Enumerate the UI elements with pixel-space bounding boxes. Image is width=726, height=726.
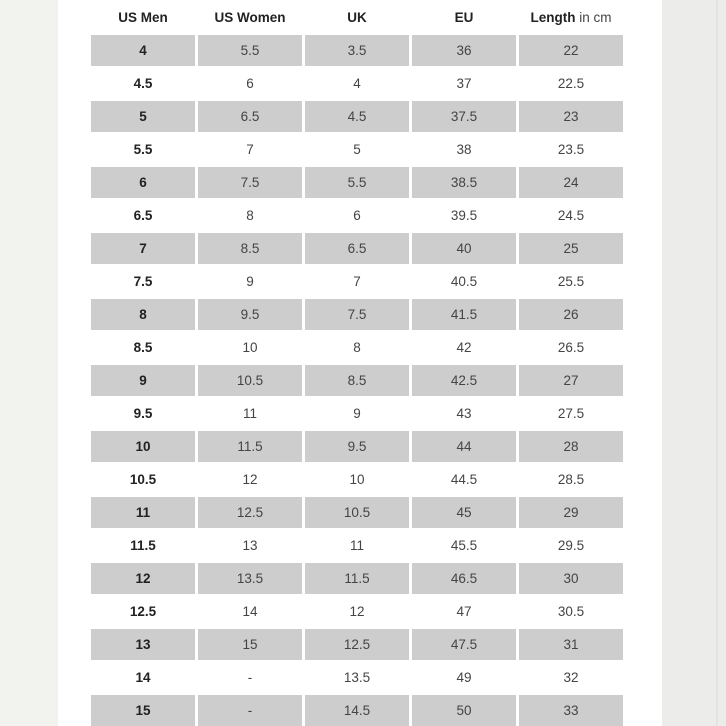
cell-length: 30 (519, 563, 623, 594)
cell-eu: 47.5 (412, 629, 516, 660)
cell-us-women: 13 (242, 538, 258, 553)
cell-length: 25 (519, 233, 623, 264)
cell-us-women: 10 (242, 340, 258, 355)
cell-us-men: 9.5 (133, 406, 153, 421)
cell-us-women: 12.5 (198, 497, 302, 528)
cell-us-men: 6 (91, 167, 195, 198)
cell-us-women: - (198, 695, 302, 726)
cell-length: 22 (519, 35, 623, 66)
table-row (91, 167, 623, 198)
cell-uk: 9.5 (305, 431, 409, 462)
table-row (91, 266, 623, 297)
cell-uk: 8.5 (305, 365, 409, 396)
cell-uk: 6 (353, 208, 361, 223)
cell-eu: 38 (456, 142, 472, 157)
cell-length: 29.5 (557, 538, 585, 553)
cell-length: 28.5 (557, 472, 585, 487)
cell-eu: 36 (412, 35, 516, 66)
table-row (91, 398, 623, 429)
cell-length: 33 (519, 695, 623, 726)
cell-uk: 5 (353, 142, 361, 157)
cell-uk: 9 (353, 406, 361, 421)
cell-eu: 42 (456, 340, 472, 355)
cell-length: 24 (519, 167, 623, 198)
cell-length: 23.5 (557, 142, 585, 157)
cell-uk: 11 (349, 538, 364, 553)
cell-us-men: 13 (91, 629, 195, 660)
cell-uk: 5.5 (305, 167, 409, 198)
table-row (91, 662, 623, 693)
cell-uk: 6.5 (305, 233, 409, 264)
table-row (91, 464, 623, 495)
cell-length: 29 (519, 497, 623, 528)
cell-us-men: 4.5 (133, 76, 153, 91)
cell-uk: 12 (349, 604, 365, 619)
cell-us-women: 7.5 (198, 167, 302, 198)
cell-uk: 3.5 (305, 35, 409, 66)
cell-us-men: 8 (91, 299, 195, 330)
cell-eu: 37 (456, 76, 472, 91)
table-row (91, 332, 623, 363)
cell-length: 26 (519, 299, 623, 330)
cell-eu: 40 (412, 233, 516, 264)
table-row (91, 200, 623, 231)
header-us-women: US Women (214, 10, 286, 25)
cell-eu: 42.5 (412, 365, 516, 396)
cell-length: 32 (563, 670, 579, 685)
cell-us-men: 10.5 (129, 472, 157, 487)
table-row (91, 596, 623, 627)
cell-us-men: 5 (91, 101, 195, 132)
cell-us-men: 12.5 (129, 604, 157, 619)
header-us-men: US Men (118, 10, 168, 25)
cell-length: 28 (519, 431, 623, 462)
table-body (91, 35, 623, 726)
cell-eu: 41.5 (412, 299, 516, 330)
table-row (91, 563, 623, 594)
cell-uk: 4 (353, 76, 361, 91)
cell-us-men: 7.5 (133, 274, 153, 289)
cell-us-men: 15 (91, 695, 195, 726)
cell-length: 25.5 (557, 274, 585, 289)
cell-us-women: 6 (246, 76, 254, 91)
cell-us-men: 11 (91, 497, 195, 528)
cell-us-women: 13.5 (198, 563, 302, 594)
table-row (91, 497, 623, 528)
table-row (91, 101, 623, 132)
cell-us-women: 11 (242, 406, 257, 421)
cell-eu: 45.5 (450, 538, 478, 553)
cell-us-women: 9 (246, 274, 254, 289)
adjacent-page-divider (716, 0, 718, 726)
cell-us-women: 10.5 (198, 365, 302, 396)
cell-us-women: - (247, 670, 253, 685)
table-row (91, 68, 623, 99)
cell-us-women: 5.5 (198, 35, 302, 66)
cell-uk: 8 (353, 340, 361, 355)
table-header-row (91, 2, 623, 33)
cell-us-men: 6.5 (133, 208, 153, 223)
shoe-size-conversion-table (88, 0, 626, 726)
cell-length: 30.5 (557, 604, 585, 619)
cell-eu: 44.5 (450, 472, 478, 487)
cell-eu: 37.5 (412, 101, 516, 132)
table-row (91, 431, 623, 462)
cell-us-men: 7 (91, 233, 195, 264)
cell-uk: 7 (353, 274, 361, 289)
cell-us-men: 4 (91, 35, 195, 66)
table-row (91, 35, 623, 66)
cell-eu: 40.5 (450, 274, 478, 289)
cell-length: 27 (519, 365, 623, 396)
cell-eu: 44 (412, 431, 516, 462)
cell-us-men: 5.5 (133, 142, 153, 157)
cell-uk: 14.5 (305, 695, 409, 726)
cell-uk: 11.5 (305, 563, 409, 594)
size-chart-panel (58, 0, 662, 726)
cell-length: 24.5 (557, 208, 585, 223)
table-row (91, 695, 623, 726)
cell-uk: 10 (349, 472, 365, 487)
cell-us-women: 8 (246, 208, 254, 223)
cell-eu: 46.5 (412, 563, 516, 594)
cell-us-women: 12 (242, 472, 258, 487)
cell-eu: 50 (412, 695, 516, 726)
cell-length: 31 (519, 629, 623, 660)
cell-us-men: 10 (91, 431, 195, 462)
cell-us-men: 12 (91, 563, 195, 594)
cell-us-women: 15 (198, 629, 302, 660)
cell-us-women: 11.5 (198, 431, 302, 462)
header-length: Length in cm (530, 10, 612, 25)
cell-uk: 10.5 (305, 497, 409, 528)
cell-eu: 43 (456, 406, 472, 421)
cell-us-men: 11.5 (130, 538, 156, 553)
cell-us-women: 9.5 (198, 299, 302, 330)
table-row (91, 233, 623, 264)
header-uk: UK (347, 10, 367, 25)
table-row (91, 134, 623, 165)
cell-eu: 47 (456, 604, 472, 619)
cell-uk: 7.5 (305, 299, 409, 330)
table-row (91, 299, 623, 330)
cell-eu: 49 (456, 670, 472, 685)
cell-uk: 13.5 (343, 670, 371, 685)
cell-us-women: 14 (242, 604, 258, 619)
table-row (91, 629, 623, 660)
cell-length: 23 (519, 101, 623, 132)
cell-us-men: 9 (91, 365, 195, 396)
cell-us-men: 14 (135, 670, 151, 685)
cell-eu: 38.5 (412, 167, 516, 198)
cell-length: 27.5 (557, 406, 585, 421)
cell-length: 22.5 (557, 76, 585, 91)
cell-us-women: 6.5 (198, 101, 302, 132)
cell-uk: 12.5 (305, 629, 409, 660)
header-eu: EU (454, 10, 474, 25)
cell-us-women: 7 (246, 142, 254, 157)
table-row (91, 530, 623, 561)
cell-us-women: 8.5 (198, 233, 302, 264)
cell-eu: 45 (412, 497, 516, 528)
cell-length: 26.5 (557, 340, 585, 355)
cell-uk: 4.5 (305, 101, 409, 132)
cell-eu: 39.5 (450, 208, 478, 223)
table-row (91, 365, 623, 396)
cell-us-men: 8.5 (133, 340, 153, 355)
